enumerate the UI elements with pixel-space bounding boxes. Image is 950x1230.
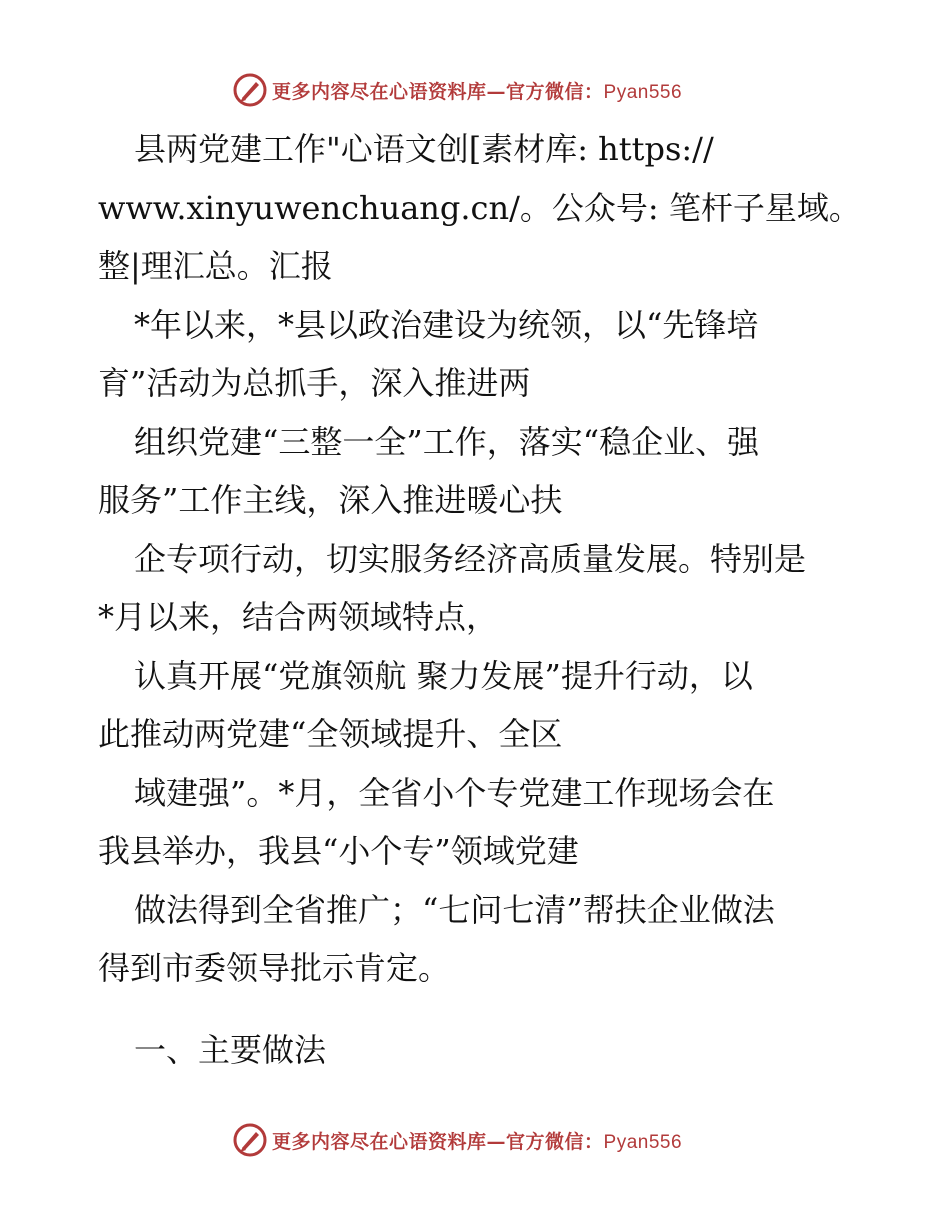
footer-banner-handle: Pyan556	[603, 1131, 683, 1153]
paragraph-line: 我县举办，我县“小个专”领域党建	[98, 832, 579, 870]
quill-pen-icon	[232, 1122, 268, 1158]
paragraph-line: 认真开展“党旗领航 聚力发展”提升行动，以	[134, 656, 753, 695]
paragraph-line: www.xinyuwenchuang.cn/。公众号: 笔杆子星域。	[98, 188, 861, 227]
footer-watermark-banner	[232, 1120, 712, 1160]
paragraph-line: *月以来，结合两领域特点，	[98, 598, 499, 636]
paragraph-line: 企专项行动，切实服务经济高质量发展。特别是	[134, 539, 807, 578]
paragraph-line: 得到市委领导批示肯定。	[98, 949, 451, 987]
document-body	[98, 120, 861, 1079]
paragraph-line: 育”活动为总抓手，深入推进两	[98, 364, 531, 402]
header-banner-handle: Pyan556	[603, 81, 683, 103]
paragraph-line: 县两党建工作"心语文创[素材库: https://	[134, 130, 714, 168]
paragraph-line: 整|理汇总。汇报	[98, 247, 333, 285]
paragraph-line: 域建强”。*月，全省小个专党建工作现场会在	[134, 773, 775, 812]
header-banner-prefix: 更多内容尽在心语资料库—官方微信：	[272, 80, 604, 103]
header-watermark-banner	[232, 70, 712, 110]
paragraph-line: 服务”工作主线，深入推进暖心扶	[98, 481, 563, 519]
paragraph-line: 此推动两党建“全领域提升、全区	[98, 715, 563, 753]
paragraph-line: 做法得到全省推广；“七问七清”帮扶企业做法	[134, 890, 775, 929]
paragraph-line: 组织党建“三整一全”工作，落实“稳企业、强	[134, 422, 760, 461]
quill-pen-icon	[232, 72, 268, 108]
footer-banner-text	[272, 1127, 682, 1154]
section-heading: 一、主要做法	[134, 1030, 327, 1069]
paragraph-line: *年以来，*县以政治建设为统领，以“先锋培	[134, 305, 759, 344]
header-banner-text	[272, 77, 682, 104]
paragraph-gap	[98, 998, 858, 1021]
footer-banner-prefix: 更多内容尽在心语资料库—官方微信：	[272, 1130, 604, 1153]
